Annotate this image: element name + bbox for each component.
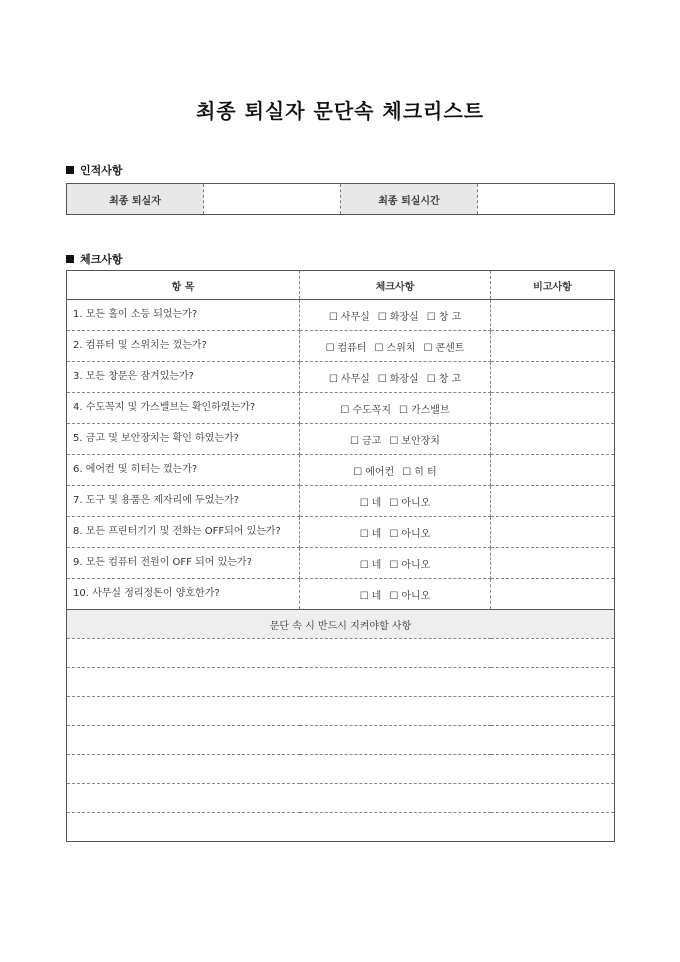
checkbox-label: 화장실 [389,373,419,385]
checkbox-option[interactable] [360,560,382,571]
check-options [300,579,491,610]
checkbox-option[interactable] [329,312,370,323]
check-item-text: 8. 모든 프린터기기 및 전화는 OFF되어 있는가? [67,517,300,548]
info-section-heading [66,162,123,178]
checkbox-option[interactable] [389,498,430,509]
checkbox-label: 금고 [362,435,382,447]
checkbox-label: 아니오 [401,559,431,571]
checkbox-label: 보안장치 [401,435,440,447]
table-row [67,455,615,486]
table-row [67,486,615,517]
checkbox-option[interactable] [378,374,419,385]
page-title: 최종 퇴실자 문단속 체크리스트 [195,99,485,123]
check-note-cell[interactable] [491,455,615,486]
checkbox-label: 콘센트 [435,342,465,354]
checkbox-icon[interactable]: ☐ [426,373,436,385]
check-section-heading-text: 체크사항 [80,253,123,266]
checkbox-icon[interactable]: ☐ [389,559,399,571]
checkbox-icon[interactable]: ☐ [402,466,412,478]
table-row [67,548,615,579]
checkbox-icon[interactable]: ☐ [377,373,387,385]
check-item-text: 3. 모든 창문은 잠겨있는가? [67,362,300,393]
checkbox-option[interactable] [389,591,430,602]
checkbox-icon[interactable]: ☐ [399,404,408,416]
must-do-line-field[interactable] [67,668,615,697]
check-table [66,270,615,842]
table-row [67,331,615,362]
must-do-line-field[interactable] [67,755,615,784]
checkbox-label: 아니오 [401,590,431,602]
check-options [300,455,491,486]
checkbox-label: 네 [371,559,382,571]
table-row [67,517,615,548]
checkbox-icon[interactable]: ☐ [423,342,433,354]
checkbox-label: 아니오 [401,528,431,540]
table-row [67,424,615,455]
checkbox-icon[interactable]: ☐ [340,404,350,416]
check-item-text: 7. 도구 및 용품은 제자리에 두었는가? [67,486,300,517]
checkbox-label: 네 [371,497,382,509]
check-options [300,393,491,424]
checkbox-label: 스위치 [386,342,416,354]
checkbox-icon[interactable]: ☐ [426,311,436,323]
check-item-text: 9. 모든 컴퓨터 전원이 OFF 되어 있는가? [67,548,300,579]
check-note-cell[interactable] [491,362,615,393]
col-header-item: 항 목 [67,271,300,300]
checkbox-option[interactable] [360,591,382,602]
must-do-line [67,813,615,842]
info-label-last-person: 최종 퇴실자 [67,184,204,215]
checkbox-option[interactable] [375,343,416,354]
checkbox-option[interactable] [402,467,436,478]
check-item-text: 5. 금고 및 보안장치는 확인 하였는가? [67,424,300,455]
checkbox-option[interactable] [353,467,394,478]
must-do-line-field[interactable] [67,784,615,813]
must-do-header-row [67,610,615,639]
table-row [67,362,615,393]
checkbox-option[interactable] [326,343,367,354]
must-do-line-field[interactable] [67,639,615,668]
checkbox-label: 네 [371,590,382,602]
check-options [300,548,491,579]
checkbox-option[interactable] [389,560,430,571]
check-table-header [67,271,615,300]
checkbox-option[interactable] [378,312,419,323]
must-do-line [67,755,615,784]
square-bullet-icon [66,166,74,174]
check-options [300,424,491,455]
checkbox-icon[interactable]: ☐ [389,528,399,540]
checkbox-option[interactable] [423,343,464,354]
must-do-line [67,726,615,755]
check-note-cell[interactable] [491,331,615,362]
check-item-text: 1. 모든 홀이 소등 되었는가? [67,300,300,331]
checkbox-icon[interactable]: ☐ [350,435,360,447]
col-header-check: 체크사항 [300,271,491,300]
check-note-cell[interactable] [491,486,615,517]
info-value-exit-time[interactable] [478,184,615,215]
checkbox-label: 가스밸브 [410,404,450,416]
must-do-heading: 문단 속 시 반드시 지켜야할 사항 [67,610,615,639]
check-note-cell[interactable] [491,424,615,455]
square-bullet-icon [66,255,74,263]
checkbox-label: 수도꼭지 [352,404,391,416]
checkbox-option[interactable] [340,405,391,416]
check-note-cell[interactable] [491,517,615,548]
checkbox-icon[interactable]: ☐ [389,435,399,447]
checkbox-icon[interactable]: ☐ [359,497,369,509]
check-note-cell[interactable] [491,579,615,610]
checkbox-option[interactable] [329,374,370,385]
table-row [67,300,615,331]
checkbox-label: 사무실 [340,311,370,323]
must-do-line [67,668,615,697]
check-options [300,300,491,331]
must-do-line [67,784,615,813]
check-item-text: 6. 에어컨 및 히터는 껐는가? [67,455,300,486]
checkbox-icon[interactable]: ☐ [374,342,384,354]
check-options [300,486,491,517]
must-do-line-field[interactable] [67,813,615,842]
must-do-line-field[interactable] [67,726,615,755]
check-item-text: 4. 수도꼭지 및 가스밸브는 확인하였는가? [67,393,300,424]
check-item-text: 2. 컴퓨터 및 스위치는 껐는가? [67,331,300,362]
table-row [67,393,615,424]
checkbox-option[interactable] [360,498,382,509]
check-note-cell[interactable] [491,393,615,424]
checkbox-icon[interactable]: ☐ [328,373,338,385]
checkbox-icon[interactable]: ☐ [353,466,363,478]
check-note-cell[interactable] [491,300,615,331]
checkbox-icon[interactable]: ☐ [389,590,399,602]
checkbox-option[interactable] [360,529,382,540]
checkbox-label: 화장실 [389,311,419,323]
checkbox-label: 에어컨 [365,466,395,478]
must-do-line-field[interactable] [67,697,615,726]
info-value-last-person[interactable] [204,184,341,215]
checkbox-label: 아니오 [401,497,431,509]
checkbox-icon[interactable]: ☐ [359,559,369,571]
must-do-line [67,639,615,668]
checkbox-icon[interactable]: ☐ [359,590,369,602]
checkbox-icon[interactable]: ☐ [325,342,335,354]
checkbox-label: 사무실 [340,373,370,385]
checkbox-label: 네 [371,528,382,540]
info-section-heading-text: 인적사항 [80,164,123,177]
checkbox-label: 창 고 [438,311,462,323]
check-options [300,517,491,548]
col-header-note: 비고사항 [491,271,615,300]
check-options [300,362,491,393]
checkbox-icon[interactable]: ☐ [389,497,399,509]
info-label-exit-time: 최종 퇴실시간 [341,184,478,215]
checkbox-icon[interactable]: ☐ [377,311,387,323]
checkbox-option[interactable] [389,436,440,447]
checkbox-option[interactable] [427,374,461,385]
info-table [66,183,615,215]
checkbox-label: 창 고 [438,373,462,385]
checkbox-label: 컴퓨터 [337,342,367,354]
check-options [300,331,491,362]
checkbox-icon[interactable]: ☐ [328,311,338,323]
check-item-text: 10. 사무실 정리정돈이 양호한가? [67,579,300,610]
check-note-cell[interactable] [491,548,615,579]
checkbox-label: 히 터 [414,466,437,478]
checkbox-option[interactable] [427,312,461,323]
must-do-line [67,697,615,726]
checkbox-option[interactable] [350,436,381,447]
table-row [67,579,615,610]
checkbox-icon[interactable]: ☐ [359,528,369,540]
checkbox-option[interactable] [399,405,450,416]
check-section-heading [66,251,123,267]
checkbox-option[interactable] [389,529,430,540]
